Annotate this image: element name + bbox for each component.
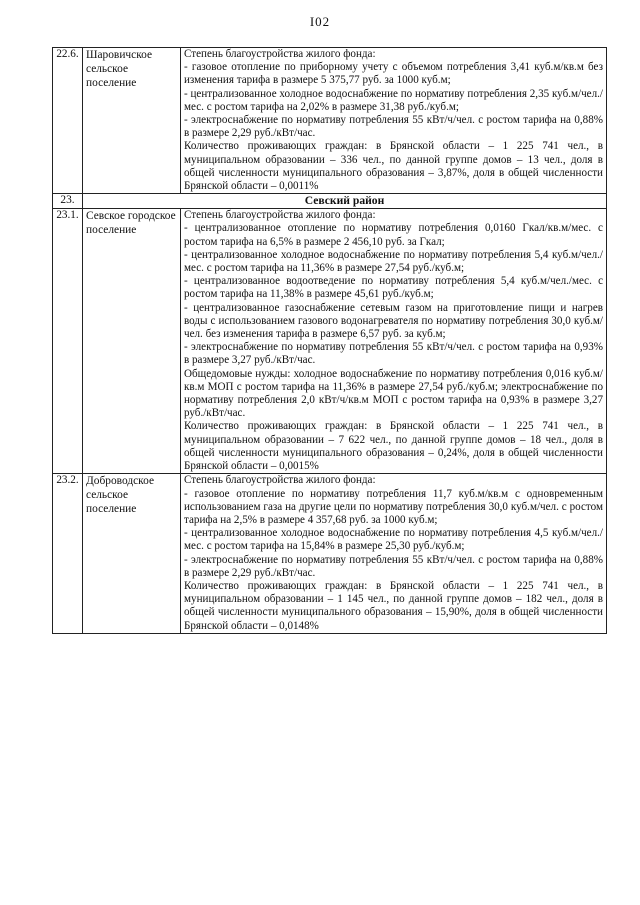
tariff-table — [52, 47, 607, 634]
row-description — [181, 48, 607, 194]
row-description — [181, 474, 607, 633]
row-description — [181, 209, 607, 474]
description-line: - централизованное газоснабжение сетевым газом на приготовление пищи и нагрев воды с использованием газового водонагревателя по нормативу потребления 30,0 куб.м/чел. без изменения тарифа в размере 6,57 руб. за куб.м; — [184, 301, 603, 341]
row-number: 22.6. — [53, 48, 83, 194]
description-line: - централизованное холодное водоснабжение по нормативу потребления 5,4 куб.м/чел./мес. с ростом тарифа на 11,36% в размере 27,54 руб./куб.м; — [184, 248, 603, 275]
settlement-name: Доброводское сельское поселение — [83, 474, 181, 633]
description-line: Степень благоустройства жилого фонда: — [184, 474, 376, 487]
description-line: Количество проживающих граждан: в Брянской области – 1 225 741 чел., в муниципальном образовании – 1 145 чел., по данной группе домов – 182 чел., доля в общей численности муниципального образования – 15,90%, доля в общей численности Брянской области – 0,0148% — [184, 579, 603, 632]
page-number: I02 — [309, 14, 331, 29]
settlement-name: Шаровичское сельское поселение — [83, 48, 181, 194]
settlement-name: Севское городское поселение — [83, 209, 181, 474]
section-number: 23. — [53, 194, 83, 209]
description-line: - централизованное холодное водоснабжение по нормативу потребления 2,35 куб.м/чел./мес. с ростом тарифа на 2,02% в размере 31,38 руб./куб.м; — [184, 87, 603, 113]
description-line: - централизованное водоотведение по нормативу потребления 5,4 куб.м/чел./мес. с ростом тарифа на 11,38% в размере 45,61 руб./куб.м; — [184, 275, 603, 301]
table-row — [53, 209, 607, 474]
section-row — [53, 194, 607, 209]
row-number: 23.2. — [53, 474, 83, 633]
description-line: - электроснабжение по нормативу потребления 55 кВт/ч/чел. с ростом тарифа на 0,93% в размере 3,27 руб./кВт/час. — [184, 341, 603, 367]
description-line: - централизованное отопление по нормативу потребления 0,0160 Гкал/кв.м/мес. с ростом тарифа на 6,5% в размере 2 456,10 руб. за Гкал; — [184, 222, 603, 248]
description-line: Количество проживающих граждан: в Брянской области – 1 225 741 чел., в муниципальном образовании – 7 622 чел., по данной группе домов – 18 чел., доля в общей численности муниципального образования – 0,24%, доля в общей численности Брянской области – 0,0015% — [184, 420, 603, 473]
description-line: Общедомовые нужды: холодное водоснабжение по нормативу потребления 0,016 куб.м/кв.м МОП с ростом тарифа на 11,36% в размере 27,54 руб./куб.м; электроснабжение по нормативу потребления 2,0 кВт/ч/кв.м МОП с ростом тарифа на 0,93% в размере 3,27 руб./кВт/час. — [184, 367, 603, 420]
row-number: 23.1. — [53, 209, 83, 474]
section-title: Севский район — [83, 194, 607, 209]
table-row — [53, 48, 607, 194]
description-line: - централизованное холодное водоснабжение по нормативу потребления 4,5 куб.м/чел./мес. с ростом тарифа на 15,84% в размере 25,30 руб./куб.м; — [184, 527, 603, 553]
description-line: - газовое отопление по приборному учету с объемом потребления 3,41 куб.м/кв.м без изменения тарифа в размере 5 375,77 руб. за 1000 куб.м; — [184, 61, 603, 87]
description-line: - газовое отопление по нормативу потребления 11,7 куб.м/кв.м с одновременным использованием газа на другие цели по нормативу потребления 30,0 куб.м/чел. с ростом тарифа на 2,5% в размере 4 357,68 руб. за 1000 куб.м; — [184, 487, 603, 526]
description-line: Степень благоустройства жилого фонда: — [184, 209, 376, 222]
tariff-table-body — [53, 48, 607, 634]
description-line: - электроснабжение по нормативу потребления 55 кВт/ч/чел. с ростом тарифа на 0,88% в размере 2,29 руб./кВт/час. — [184, 553, 603, 579]
description-line: Количество проживающих граждан: в Брянской области – 1 225 741 чел., в муниципальном образовании – 336 чел., по данной группе домов – 13 чел., доля в общей численности муниципального образования – 3,87%, доля в общей численности Брянской области – 0,0011% — [184, 140, 603, 193]
description-line: Степень благоустройства жилого фонда: — [184, 48, 376, 60]
table-row — [53, 474, 607, 633]
description-line: - электроснабжение по нормативу потребления 55 кВт/ч/чел. с ростом тарифа на 0,88% в размере 2,29 руб./кВт/час. — [184, 114, 603, 140]
